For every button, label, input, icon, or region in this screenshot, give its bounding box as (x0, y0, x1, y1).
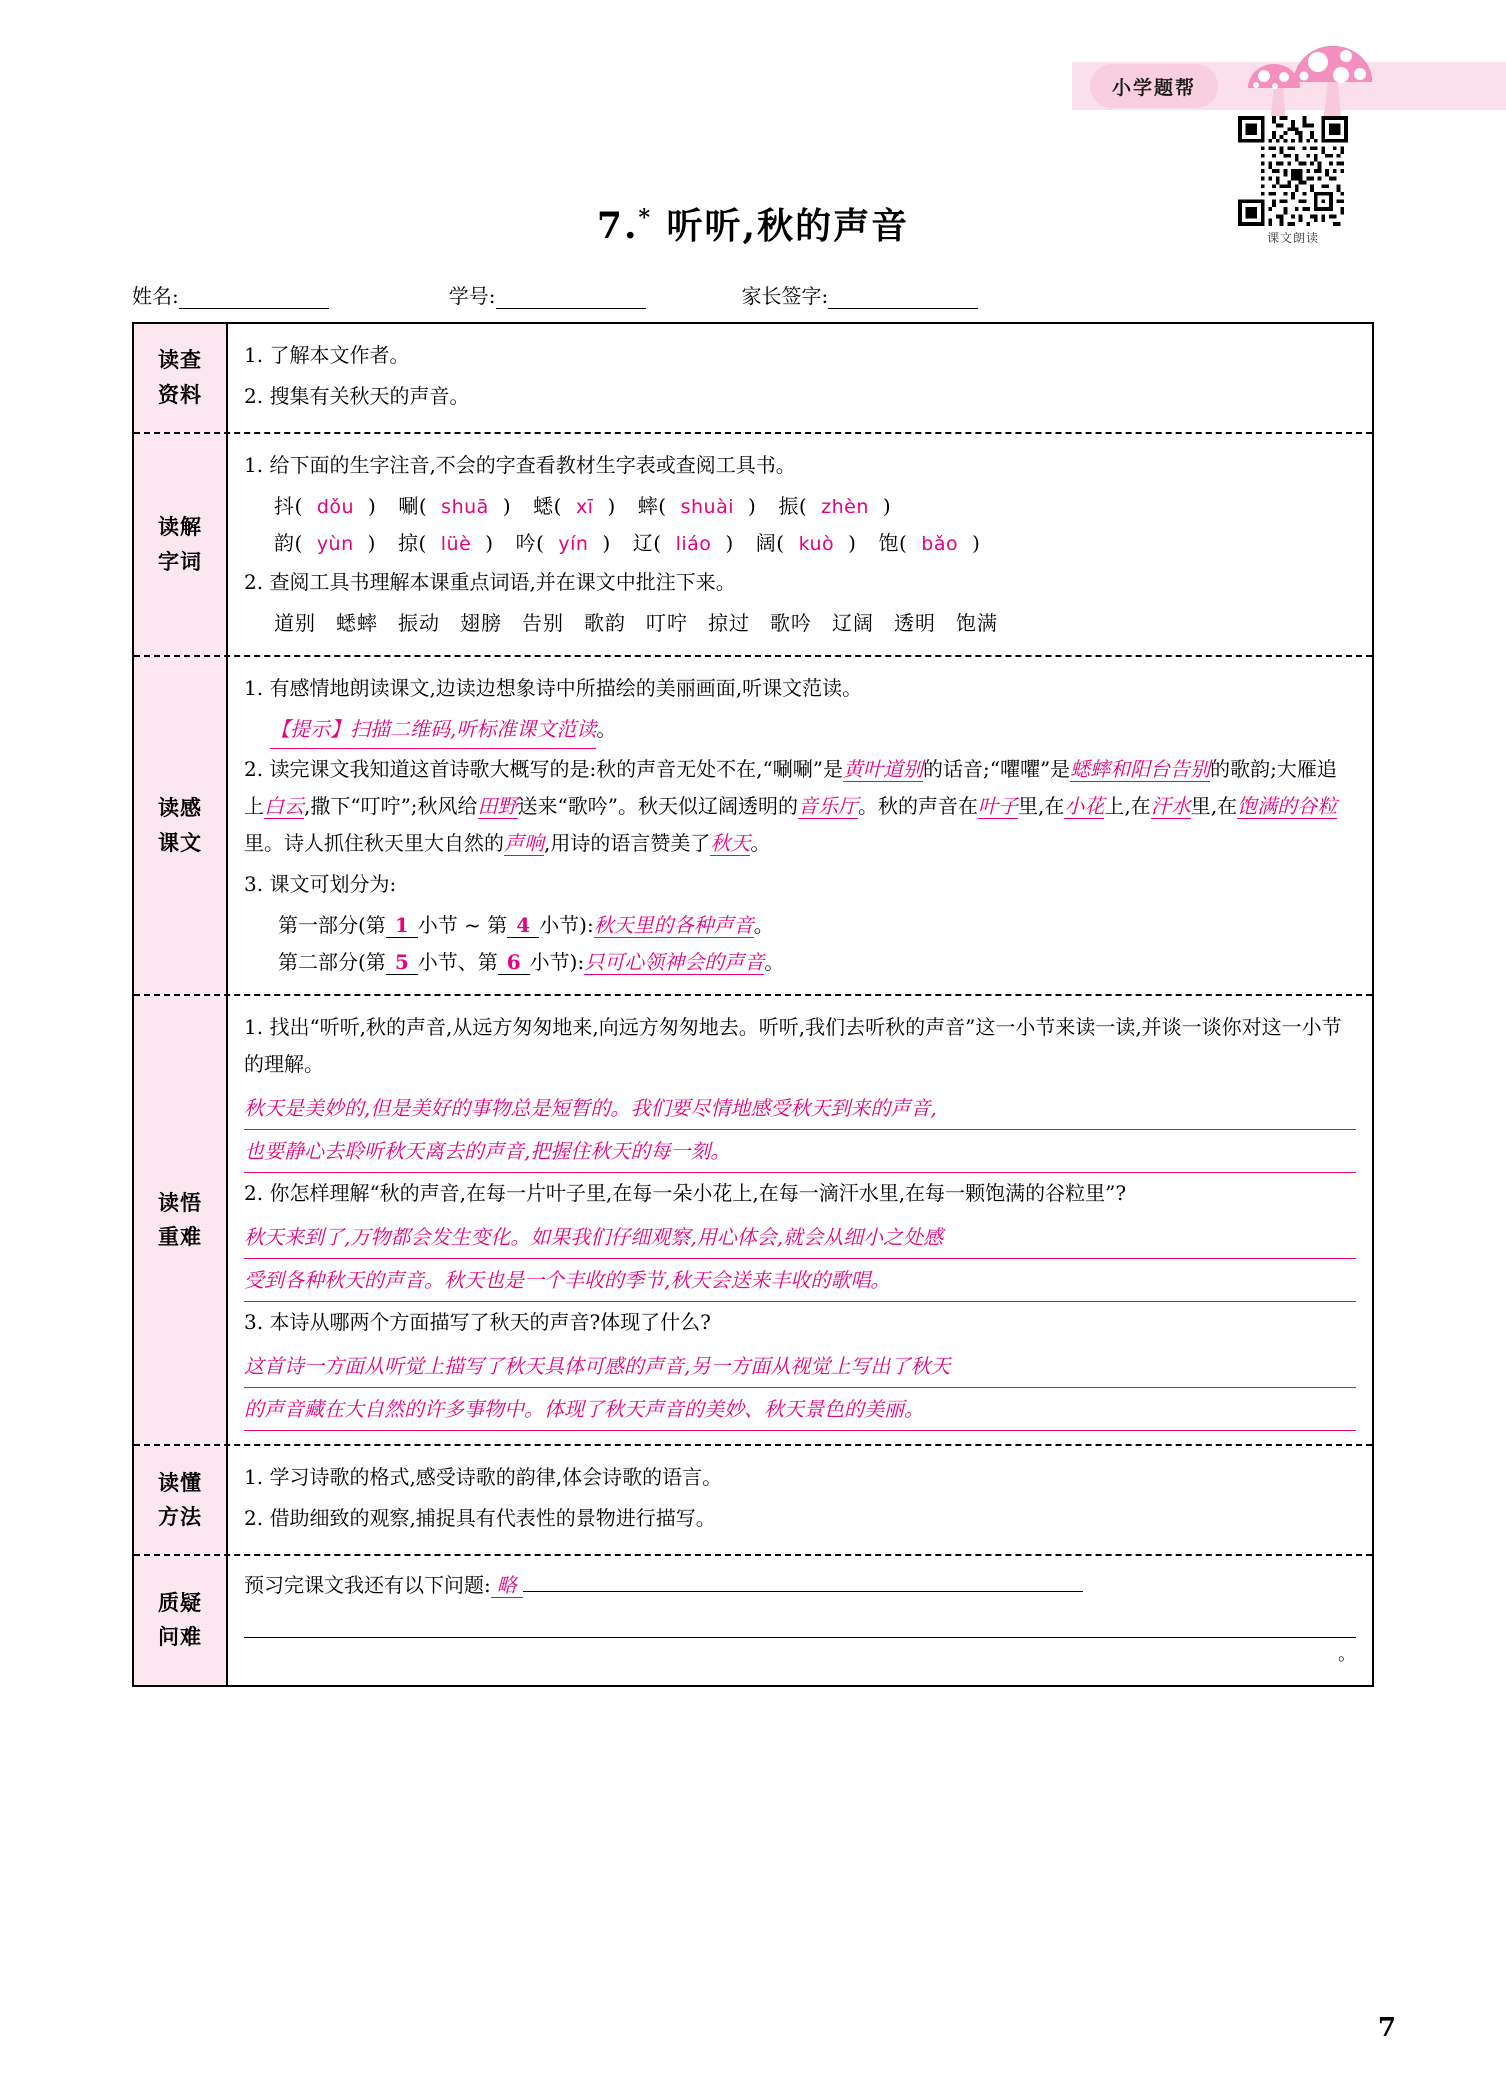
pinyin-unit[interactable]: 阔( kuò ) (755, 531, 857, 556)
text-part: 的歌韵;大雁追上 (244, 757, 1337, 819)
label-line-1: 读悟 (158, 1189, 202, 1215)
text-part: 上,在 (1104, 794, 1151, 819)
answer-line: 的声音藏在大自然的许多事物中。体现了秋天声音的美妙、秋天景色的美丽。 (244, 1388, 1356, 1431)
student-id-input-line[interactable] (496, 308, 646, 309)
vocab-word: 振动 (398, 611, 440, 636)
answer-blank[interactable]: 只可心领神会的声音 (584, 950, 765, 975)
pinyin-answer: shuā (441, 496, 489, 518)
vocab-word: 饱满 (956, 611, 998, 636)
name-field[interactable] (132, 280, 329, 309)
pinyin-unit[interactable]: 吟( yín ) (515, 531, 611, 556)
pinyin-unit[interactable]: 韵( yùn ) (274, 531, 376, 556)
questions-answer-line[interactable] (523, 1591, 1083, 1592)
pinyin-answer: dǒu (316, 496, 355, 518)
vocab-word: 歌韵 (584, 611, 626, 636)
pinyin-unit[interactable]: 唰( shuā ) (398, 494, 512, 518)
text-part: 。 (764, 950, 785, 975)
label-line-1: 质疑 (158, 1589, 202, 1615)
comprehension-item-3: 3. 课文可划分为: (244, 872, 397, 897)
parent-signature-input-line[interactable] (828, 308, 978, 309)
list-item: 1. 学习诗歌的格式,感受诗歌的韵律,体会诗歌的语言。 (244, 1465, 723, 1490)
list-item: 1. 了解本文作者。 (244, 343, 410, 367)
pinyin-char: 阔 (755, 531, 777, 556)
pinyin-answer: kuò (798, 533, 835, 556)
pinyin-unit[interactable]: 蟀( shuài ) (637, 494, 757, 518)
section-number-blank[interactable]: 1 (386, 913, 418, 938)
vocab-word: 透明 (894, 611, 936, 636)
section-body-read-vocabulary (228, 434, 1372, 655)
text-part: 。 (753, 913, 774, 938)
pinyin-answer: lüè (440, 533, 472, 556)
text-part: 。 (750, 831, 771, 856)
worksheet-table (132, 322, 1374, 1687)
insight-question-2: 2. 你怎样理解“秋的声音,在每一片叶子里,在每一朵小花上,在每一滴汗水里,在每一颗饱满的谷粒里”? (244, 1181, 1127, 1206)
list-item: 2. 搜集有关秋天的声音。 (244, 384, 470, 408)
section-body-questions (228, 1556, 1372, 1684)
questions-answer[interactable]: 略 (491, 1573, 523, 1598)
brand-logo-label: 小学题帮 (1112, 76, 1197, 99)
insight-answer-1[interactable] (244, 1087, 1356, 1173)
text-part: 2. 读完课文我知道这首诗歌大概写的是:秋的声音无处不在,“唰唰”是 (244, 757, 843, 782)
name-input-line[interactable] (179, 308, 329, 309)
pinyin-answer: liáo (675, 533, 712, 556)
vocab-word: 告别 (522, 611, 564, 636)
pinyin-answer: yùn (316, 533, 354, 556)
brand-logo-pill (1090, 64, 1218, 108)
pinyin-answer: yín (558, 533, 589, 556)
pinyin-row-1 (244, 488, 1356, 525)
section-label-read-method (134, 1446, 228, 1554)
structure-part-2 (244, 944, 1356, 981)
structure-part-1 (244, 907, 1356, 944)
insight-answer-3[interactable] (244, 1345, 1356, 1431)
vocabulary-word-list (244, 605, 1356, 642)
section-row-questions (134, 1556, 1372, 1684)
label-line-2: 重难 (158, 1224, 202, 1250)
section-number-blank[interactable]: 4 (507, 913, 539, 938)
qr-caption: 课文朗读 (1266, 231, 1319, 245)
text-part: 里,在 (1018, 794, 1065, 819)
section-label-questions (134, 1556, 228, 1684)
vocab-word: 辽阔 (832, 611, 874, 636)
pinyin-unit[interactable]: 抖( dǒu ) (274, 494, 377, 518)
answer-blank[interactable]: 汗水 (1150, 794, 1191, 819)
section-number-blank[interactable]: 5 (386, 950, 418, 975)
label-line-2: 课文 (158, 829, 202, 855)
section-number-blank[interactable]: 6 (498, 950, 530, 975)
pinyin-unit[interactable]: 蟋( xī ) (533, 494, 616, 518)
pinyin-answer: shuài (680, 496, 734, 518)
answer-line: 秋天来到了,万物都会发生变化。如果我们仔细观察,用心体会,就会从细小之处感 (244, 1216, 1356, 1259)
label-line-1: 读感 (158, 795, 202, 821)
section-body-read-insight (228, 996, 1372, 1444)
text-part: 小节): (539, 913, 594, 938)
label-line-2: 资料 (158, 382, 202, 407)
text-part: 送来“歌吟”。秋天似辽阔透明的 (517, 794, 798, 819)
lesson-title-text: 听听,秋的声音 (666, 205, 910, 247)
pinyin-char: 韵 (274, 531, 295, 556)
pinyin-answer: xī (575, 496, 594, 518)
section-row-read-insight (134, 996, 1372, 1446)
answer-line: 受到各种秋天的声音。秋天也是一个丰收的季节,秋天会送来丰收的歌唱。 (244, 1259, 1356, 1302)
page-number: 7 (1377, 2013, 1396, 2043)
section-label-read-comprehension (134, 657, 228, 994)
text-part: 的话音;“㘗㘗”是 (922, 757, 1071, 782)
answer-blank[interactable]: 黄叶道别 (842, 757, 923, 782)
section-row-read-research (134, 324, 1372, 434)
label-line-1: 读懂 (158, 1469, 202, 1495)
lesson-star: * (638, 205, 652, 231)
student-id-label: 学号: (448, 284, 496, 308)
pinyin-unit[interactable]: 掠( lüè ) (397, 531, 494, 556)
vocab-word: 叮咛 (646, 611, 688, 636)
text-part: ,用诗的语言赞美了 (544, 831, 711, 856)
questions-end-mark: 。 (1338, 1644, 1356, 1666)
pinyin-char: 饱 (878, 531, 899, 556)
label-line-2: 问难 (158, 1624, 202, 1650)
pinyin-char: 抖 (274, 494, 295, 518)
answer-blank[interactable]: 小花 (1064, 794, 1105, 819)
answer-blank[interactable]: 声响 (504, 831, 544, 856)
student-info-row (132, 280, 1132, 309)
answer-line: 秋天是美妙的,但是美好的事物总是短暂的。我们要尽情地感受秋天到来的声音, (244, 1087, 1356, 1130)
pinyin-unit[interactable]: 振( zhèn ) (778, 494, 892, 518)
parent-signature-field[interactable] (742, 280, 979, 309)
pinyin-char: 辽 (632, 531, 654, 556)
comprehension-item-2 (244, 751, 1356, 862)
text-part: 第二部分(第 (278, 950, 386, 975)
pinyin-char: 蟀 (637, 494, 659, 518)
page-title (0, 198, 1506, 249)
answer-blank[interactable]: 饱满的谷粒 (1237, 794, 1338, 819)
label-line-2: 字词 (158, 548, 202, 574)
section-row-read-comprehension (134, 657, 1372, 996)
pinyin-unit[interactable]: 辽( liáo ) (632, 531, 734, 556)
answer-line: 这首诗一方面从听觉上描写了秋天具体可感的声音,另一方面从视觉上写出了秋天 (244, 1345, 1356, 1388)
answer-blank[interactable]: 蟋蟀和阳台告别 (1070, 757, 1211, 782)
answer-line: 也要静心去聆听秋天离去的声音,把握住秋天的每一刻。 (244, 1130, 1356, 1173)
vocab-word: 掠过 (708, 611, 750, 636)
comprehension-item-1: 1. 有感情地朗读课文,边读边想象诗中所描绘的美丽画面,听课文范读。 (244, 676, 863, 701)
hint-text: 【提示】扫描二维码,听标准课文范读 (270, 711, 596, 749)
student-id-field[interactable] (449, 280, 646, 309)
pinyin-char: 掠 (397, 531, 419, 556)
text-part: 里,在 (1190, 794, 1238, 819)
vocab-word: 歌吟 (770, 611, 812, 636)
section-label-read-insight (134, 996, 228, 1444)
answer-blank[interactable]: 秋天里的各种声音 (593, 913, 754, 938)
pinyin-answer: zhèn (821, 496, 869, 518)
vocab-word: 翅膀 (460, 611, 502, 636)
text-part: 。秋的声音在 (858, 794, 978, 819)
label-line-2: 方法 (158, 1504, 202, 1530)
section-body-read-research (228, 324, 1372, 432)
pinyin-answer: bǎo (921, 533, 959, 556)
label-line-1: 读解 (158, 514, 202, 539)
text-part: 第一部分(第 (278, 913, 386, 938)
text-part: 小节、第 (417, 950, 498, 975)
answer-blank[interactable]: 音乐厅 (798, 794, 858, 819)
answer-blank[interactable]: 田野 (477, 794, 518, 819)
parent-signature-label: 家长签字: (741, 284, 829, 308)
section-body-read-method (228, 1446, 1372, 1554)
section-label-read-vocabulary (134, 434, 228, 655)
answer-blank[interactable]: 叶子 (978, 794, 1018, 819)
name-label: 姓名: (132, 284, 179, 308)
comprehension-hint-line (244, 711, 1356, 749)
pinyin-row-2 (244, 525, 1356, 562)
section-label-read-research (134, 324, 228, 432)
vocab-instruction-1: 1. 给下面的生字注音,不会的字查看教材生字表或查阅工具书。 (244, 453, 796, 477)
questions-prompt: 预习完课文我还有以下问题: (244, 1573, 491, 1598)
pinyin-char: 吟 (515, 531, 537, 556)
insight-question-1: 1. 找出“听听,秋的声音,从远方匆匆地来,向远方匆匆地去。听听,我们去听秋的声音”这一小节来读一读,并谈一谈你对这一小节的理解。 (244, 1015, 1342, 1077)
text-part: 小节 ~ 第 (417, 913, 508, 938)
insight-answer-2[interactable] (244, 1216, 1356, 1302)
label-line-1: 读查 (158, 347, 202, 373)
text-part: 里。诗人抓住秋天里大自然的 (244, 831, 504, 856)
pinyin-char: 唰 (398, 494, 419, 518)
pinyin-char: 蟋 (533, 494, 554, 518)
pinyin-unit[interactable]: 饱( bǎo ) (878, 531, 981, 556)
questions-blank-line[interactable] (244, 1612, 1356, 1638)
pinyin-char: 振 (778, 494, 799, 518)
list-item: 2. 借助细致的观察,捕捉具有代表性的景物进行描写。 (244, 1506, 716, 1531)
lesson-number: 7. (596, 205, 639, 247)
section-body-read-comprehension (228, 657, 1372, 994)
hint-end: 。 (596, 717, 617, 742)
answer-blank[interactable]: 秋天 (710, 831, 751, 856)
text-part: 小节): (529, 950, 585, 975)
text-part: ,撒下“叮咛”;秋风给 (304, 794, 478, 819)
vocab-instruction-2: 2. 查阅工具书理解本课重点词语,并在课文中批注下来。 (244, 570, 736, 595)
section-row-read-method (134, 1446, 1372, 1556)
insight-question-3: 3. 本诗从哪两个方面描写了秋天的声音?体现了什么? (244, 1310, 711, 1335)
section-row-read-vocabulary (134, 434, 1372, 657)
vocab-word: 道别 (274, 611, 316, 636)
answer-blank[interactable]: 白云 (264, 794, 304, 819)
vocab-word: 蟋蟀 (336, 611, 378, 636)
questions-prompt-line (244, 1567, 1356, 1604)
